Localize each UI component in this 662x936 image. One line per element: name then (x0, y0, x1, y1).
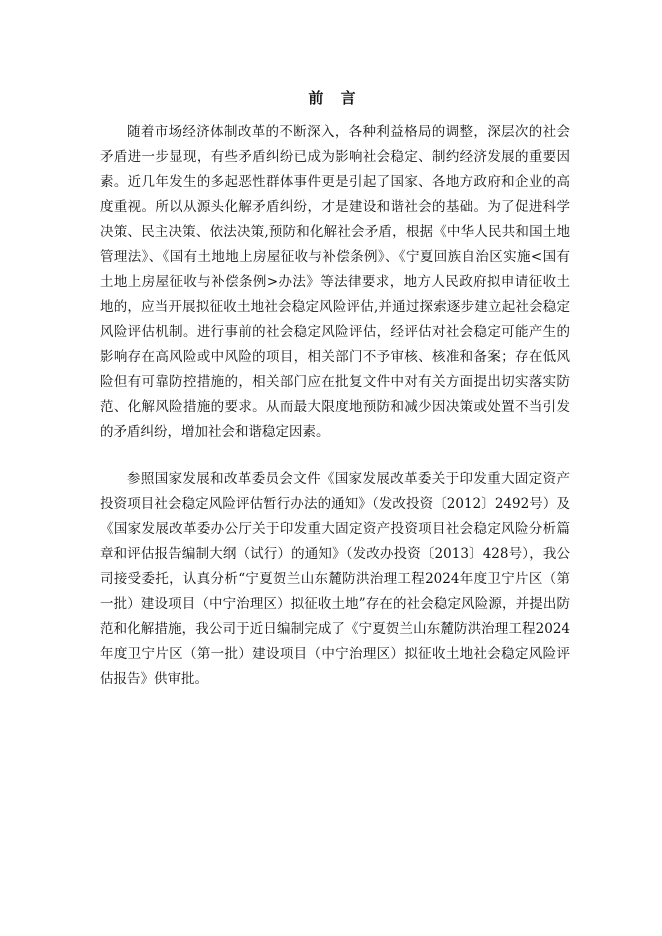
paragraph-basis: 参照国家发展和改革委员会文件《国家发展改革委关于印发重大固定资产投资项目社会稳定风险评估暂行办法的通知》（发改投资〔2012〕2492号）及《国家发展改革委办公厅关于印发重大固定资产投资项目社会稳定风险分析篇章和评估报告编制大纲（试行）的通知》（发改办投资〔2013〕428号），我公司接受委托，认真分析“宁夏贺兰山东麓防洪治理工程2024年度卫宁片区（第一批）建设项目（中宁治理区）拟征收土地”存在的社会稳定风险源，并提出防范和化解措施，我公司于近日编制完成了《宁夏贺兰山东麓防洪治理工程2024年度卫宁片区（第一批）建设项目（中宁治理区）拟征收土地社会稳定风险评估报告》供审批。 (100, 471, 570, 687)
page-title: 前 言 (308, 89, 362, 107)
paragraph-background: 随着市场经济体制改革的不断深入，各种利益格局的调整，深层次的社会矛盾进一步显现，有些矛盾纠纷已成为影响社会稳定、制约经济发展的重要因素。近几年发生的多起恶性群体事件更是引起了国家、各地方政府和企业的高度重视。所以从源头化解矛盾纠纷，才是建设和谐社会的基础。为了促进科学决策、民主决策、依法决策,预防和化解社会矛盾，根据《中华人民共和国土地管理法》、《国有土地地上房屋征收与补偿条例》、《宁夏回族自治区实施<国有土地上房屋征收与补偿条例>办法》等法律要求，地方人民政府拟申请征收土地的，应当开展拟征收土地社会稳定风险评估,并通过探索逐步建立起社会稳定风险评估机制。进行事前的社会稳定风险评估，经评估对社会稳定可能产生的影响存在高风险或中风险的项目，相关部门不予审核、核准和备案；存在低风险但有可靠防控措施的，相关部门应在批复文件中对有关方面提出切实落实防范、化解风险措施的要求。从而最大限度地预防和减少因决策或处置不当引发的矛盾纠纷，增加社会和谐稳定因素。 (100, 124, 570, 440)
